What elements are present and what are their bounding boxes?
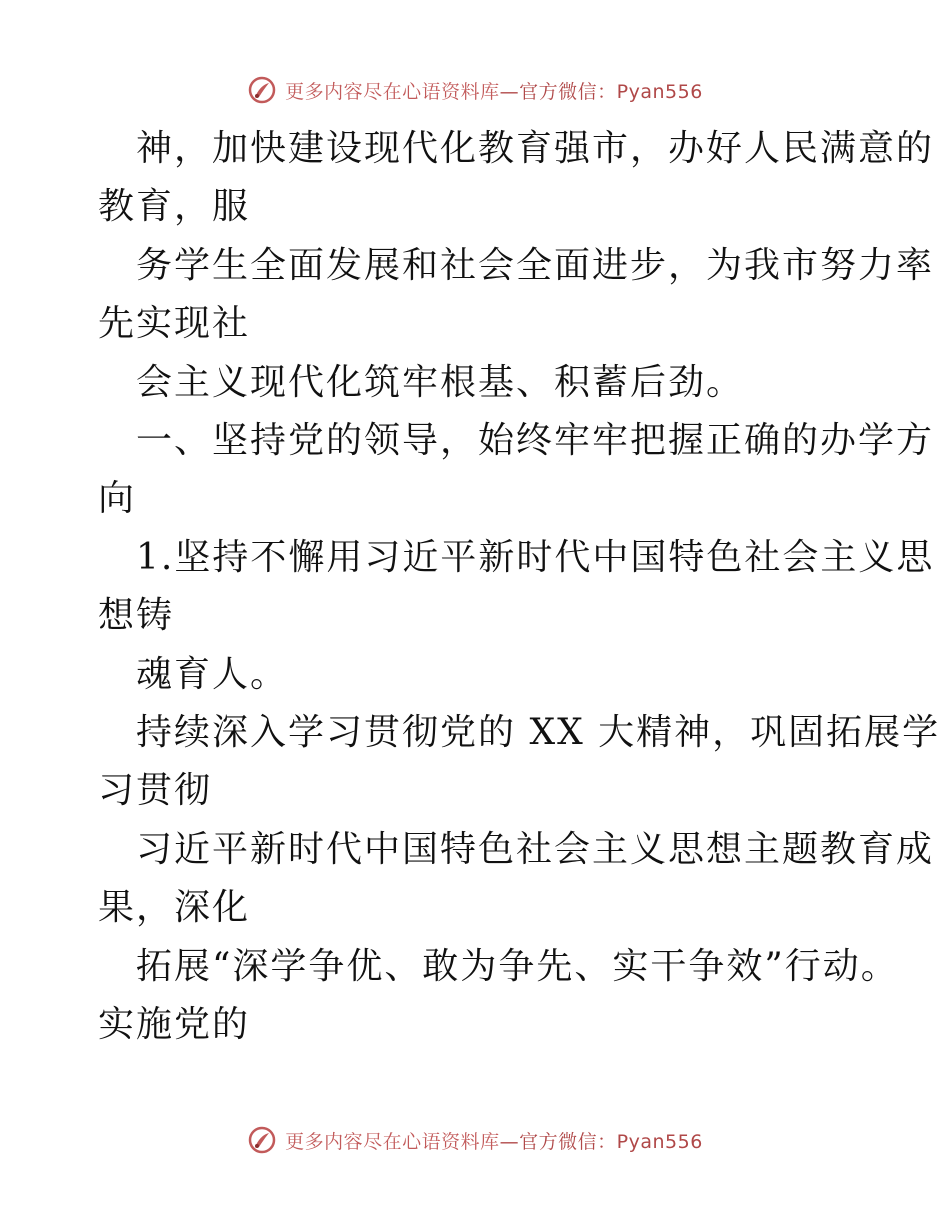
paragraph-3-line-1: 会主义现代化筑牢根基、积蓄后劲。 bbox=[136, 362, 745, 403]
paragraph-1-line-2: 教育，服 bbox=[98, 186, 251, 227]
watermark-text bbox=[285, 77, 703, 104]
paragraph-5-line-2: 想铸 bbox=[98, 595, 175, 636]
paragraph-2-line-2: 先实现社 bbox=[98, 303, 251, 344]
watermark-site: 更多内容尽在心语资料库 bbox=[285, 80, 500, 103]
watermark-wechat: 官方微信：Pyan556 bbox=[519, 80, 703, 103]
header-watermark bbox=[0, 73, 950, 107]
paragraph-7-line-2: 习贯彻 bbox=[98, 770, 213, 811]
brush-logo-icon bbox=[247, 75, 277, 105]
watermark-dash: — bbox=[499, 80, 520, 103]
paragraph-9-line-1: 拓展“深学争优、敢为争先、实干争效”行动。 bbox=[136, 946, 899, 987]
paragraph-7-line-1: 持续深入学习贯彻党的 XX 大精神，巩固拓展学 bbox=[136, 712, 941, 753]
watermark-site: 更多内容尽在心语资料库 bbox=[285, 1130, 500, 1153]
paragraph-8-line-2: 果，深化 bbox=[98, 887, 251, 928]
paragraph-2-line-1: 务学生全面发展和社会全面进步，为我市努力率 bbox=[136, 245, 935, 286]
footer-watermark bbox=[0, 1123, 950, 1157]
watermark-dash: — bbox=[499, 1130, 520, 1153]
paragraph-5-line-1: 1.坚持不懈用习近平新时代中国特色社会主义思 bbox=[136, 537, 935, 578]
paragraph-8-line-1: 习近平新时代中国特色社会主义思想主题教育成 bbox=[136, 829, 935, 870]
paragraph-1-line-1: 神，加快建设现代化教育强市，办好人民满意的 bbox=[136, 128, 935, 169]
paragraph-6-line-1: 魂育人。 bbox=[136, 654, 289, 695]
paragraph-4-line-2: 向 bbox=[98, 478, 137, 519]
brush-logo-icon bbox=[247, 1125, 277, 1155]
watermark-text bbox=[285, 1127, 703, 1154]
paragraph-4-line-1: 一、坚持党的领导，始终牢牢把握正确的办学方 bbox=[136, 420, 935, 461]
watermark-wechat: 官方微信：Pyan556 bbox=[519, 1130, 703, 1153]
paragraph-9-line-2: 实施党的 bbox=[98, 1004, 251, 1045]
